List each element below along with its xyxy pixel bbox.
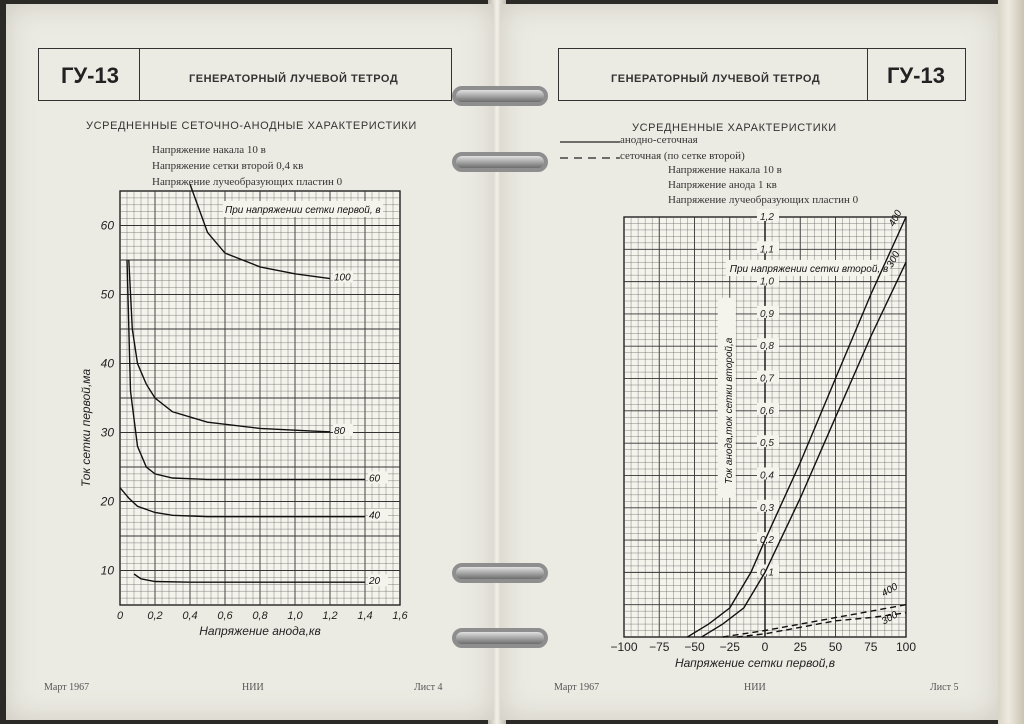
y-tick-label: 0,4 [760,470,774,482]
left-footer-date: Март 1967 [44,682,90,693]
binder-ring [452,86,548,106]
left-chart [6,174,494,694]
left-footer-sheet: Лист 4 [414,682,443,693]
y-tick-label: 1,0 [760,276,774,288]
left-header-title: ГЕНЕРАТОРНЫЙ ЛУЧЕВОЙ ТЕТРОД [189,73,399,85]
right-condition: Напряжение лучеобразующих пластин 0 [668,194,859,206]
binder-ring [452,152,548,172]
series-label-40: 40 [369,510,381,522]
left-condition: Напряжение лучеобразующих пластин 0 [152,176,343,188]
x-axis-label: Напряжение сетки первой,в [674,656,836,670]
y-tick-label: 0,7 [760,373,774,385]
x-tick-label: 1,6 [392,610,408,622]
right-condition: Напряжение накала 10 в [668,164,782,176]
series-label-80: 80 [334,425,346,437]
series-label-100: 100 [334,272,351,284]
page-edge [998,0,1024,724]
x-tick-label: 1,2 [322,610,338,622]
left-model-label: ГУ-13 [61,63,119,88]
x-axis-label: Напряжение анода,кв [199,624,321,638]
left-condition: Напряжение накала 10 в [152,144,266,156]
right-condition: Напряжение анода 1 кв [668,179,777,191]
y-tick-label: 30 [100,425,114,440]
right-footer-sheet: Лист 5 [930,682,959,693]
y-axis-label: Ток сетки первой,ма [79,368,93,488]
left-condition: Напряжение сетки второй 0,4 кв [152,160,304,172]
x-tick-label: 1,4 [357,610,373,622]
left-header [38,48,452,101]
right-header [558,48,966,101]
y-tick-label: 0,1 [760,567,774,579]
series-label-60: 60 [369,473,381,485]
series-label-300-dashed: 300 [879,609,900,628]
y-tick-label: 60 [100,218,114,233]
legend-swatches [560,134,620,174]
x-tick-label: −50 [684,640,705,654]
left-footer-org: НИИ [242,682,264,693]
right-page [500,4,998,720]
y-tick-label: 40 [100,356,114,371]
y-tick-label: 1,2 [760,212,774,223]
x-tick-label: 75 [864,640,878,654]
left-page [6,4,494,720]
x-tick-label: 25 [793,640,807,654]
y-tick-label: 0,5 [760,438,774,450]
y-axis-label: Ток анода,ток сетки второй,а [723,337,735,485]
x-tick-label: 100 [895,640,917,654]
series-label-400-dashed: 400 [879,581,900,600]
right-section-title: УСРЕДНЕННЫЕ ХАРАКТЕРИСТИКИ [632,122,837,134]
chart-grid [120,191,400,605]
y-tick-label: 0,3 [760,502,774,514]
right-header-title: ГЕНЕРАТОРНЫЙ ЛУЧЕВОЙ ТЕТРОД [611,73,821,85]
series-label-20: 20 [369,576,381,588]
y-tick-label: 20 [100,494,114,509]
right-model-label: ГУ-13 [887,63,945,88]
x-tick-label: 0,6 [217,610,233,622]
series-label-300: 300 [884,249,903,270]
series-label-400: 400 [886,208,905,229]
y-tick-label: 0,9 [760,308,774,320]
right-footer-org: НИИ [744,682,766,693]
x-tick-label: 0 [761,640,769,654]
x-tick-label-zero: 0 [116,610,124,622]
x-tick-label: −25 [719,640,740,654]
x-tick-label: −100 [610,640,638,654]
curve-family-annotation: При напряжении сетки первой, в [225,205,381,216]
y-tick-label: 10 [100,563,114,578]
x-tick-label: 50 [828,640,843,654]
y-tick-label: 0,6 [760,405,774,417]
x-tick-label: 1,0 [287,610,303,622]
curve-family-annotation: При напряжении сетки второй, в [729,263,889,275]
y-tick-label: 1,1 [760,244,774,256]
legend-label-dashed: сеточная (по сетке второй) [620,150,745,162]
x-tick-label: −75 [649,640,670,654]
y-tick-label: 50 [100,287,114,302]
x-tick-label: 0,4 [182,610,198,622]
y-tick-label: 0,8 [760,341,774,353]
binder-ring [452,563,548,583]
binder-ring [452,628,548,648]
left-section-title: УСРЕДНЕННЫЕ СЕТОЧНО-АНОДНЫЕ ХАРАКТЕРИСТИКИ [86,120,417,132]
right-footer-date: Март 1967 [554,682,600,693]
legend-label-solid: анодно-сеточная [620,134,698,146]
y-tick-label: 0,2 [760,535,774,547]
x-tick-label: 0,2 [147,610,163,622]
right-chart [500,204,998,674]
x-tick-label: 0,8 [252,610,268,622]
